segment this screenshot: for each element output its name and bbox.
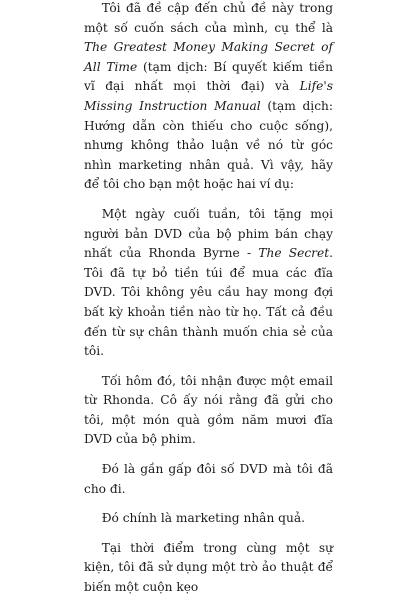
book-title-text: The Greatest Money Making Secret of All Time xyxy=(84,40,333,74)
paragraph-text: (tạm dịch: Bí quyết kiếm tiền vĩ đại nhất mọi thời đại) và xyxy=(84,59,333,94)
book-title-text: The Secret xyxy=(258,246,330,261)
paragraph xyxy=(84,509,333,529)
paragraph xyxy=(84,0,333,195)
body-text xyxy=(84,0,333,608)
paragraph-text: (tạm dịch: Hướng dẫn còn thiếu cho cuộc sống), nhưng không thảo luận về nó từ góc nhìn marketing nhân quả. Vì vậy, hãy để tôi cho bạn một hoặc hai ví dụ: xyxy=(84,98,333,192)
paragraph-text: Tại thời điểm trong cùng một sự kiện, tôi đã sử dụng một trò ảo thuật để biến một cuộn kẹo xyxy=(84,540,333,595)
paragraph-text: . Tôi đã tự bỏ tiền túi để mua các đĩa DVD. Tôi không yêu cầu hay mong đợi bất kỳ khoản tiền nào từ họ. Tất cả đều đến từ sự chân thành muốn chia sẻ của tôi. xyxy=(84,246,333,359)
paragraph-text: Đó chính là marketing nhân quả. xyxy=(101,511,305,526)
paragraph xyxy=(84,372,333,450)
paragraph xyxy=(84,205,333,362)
paragraph xyxy=(84,460,333,499)
book-title-text: Life's Missing Instruction Manual xyxy=(84,79,333,113)
paragraph-text: Đó là gần gấp đôi số DVD mà tôi đã cho đi. xyxy=(84,462,333,496)
paragraph-text: Một ngày cuối tuần, tôi tặng mọi người bản DVD của bộ phim bán chạy nhất của Rhonda Byrne - xyxy=(84,206,333,261)
paragraph xyxy=(84,539,333,598)
paragraph-text: Tối hôm đó, tôi nhận được một email từ Rhonda. Cô ấy nói rằng đã gửi cho tôi, một món quà gồm năm mươi đĩa DVD của bộ phim. xyxy=(84,373,333,447)
paragraph-text: Tôi đã đề cập đến chủ đề này trong một số cuốn sách của mình, cụ thể là xyxy=(84,1,333,35)
